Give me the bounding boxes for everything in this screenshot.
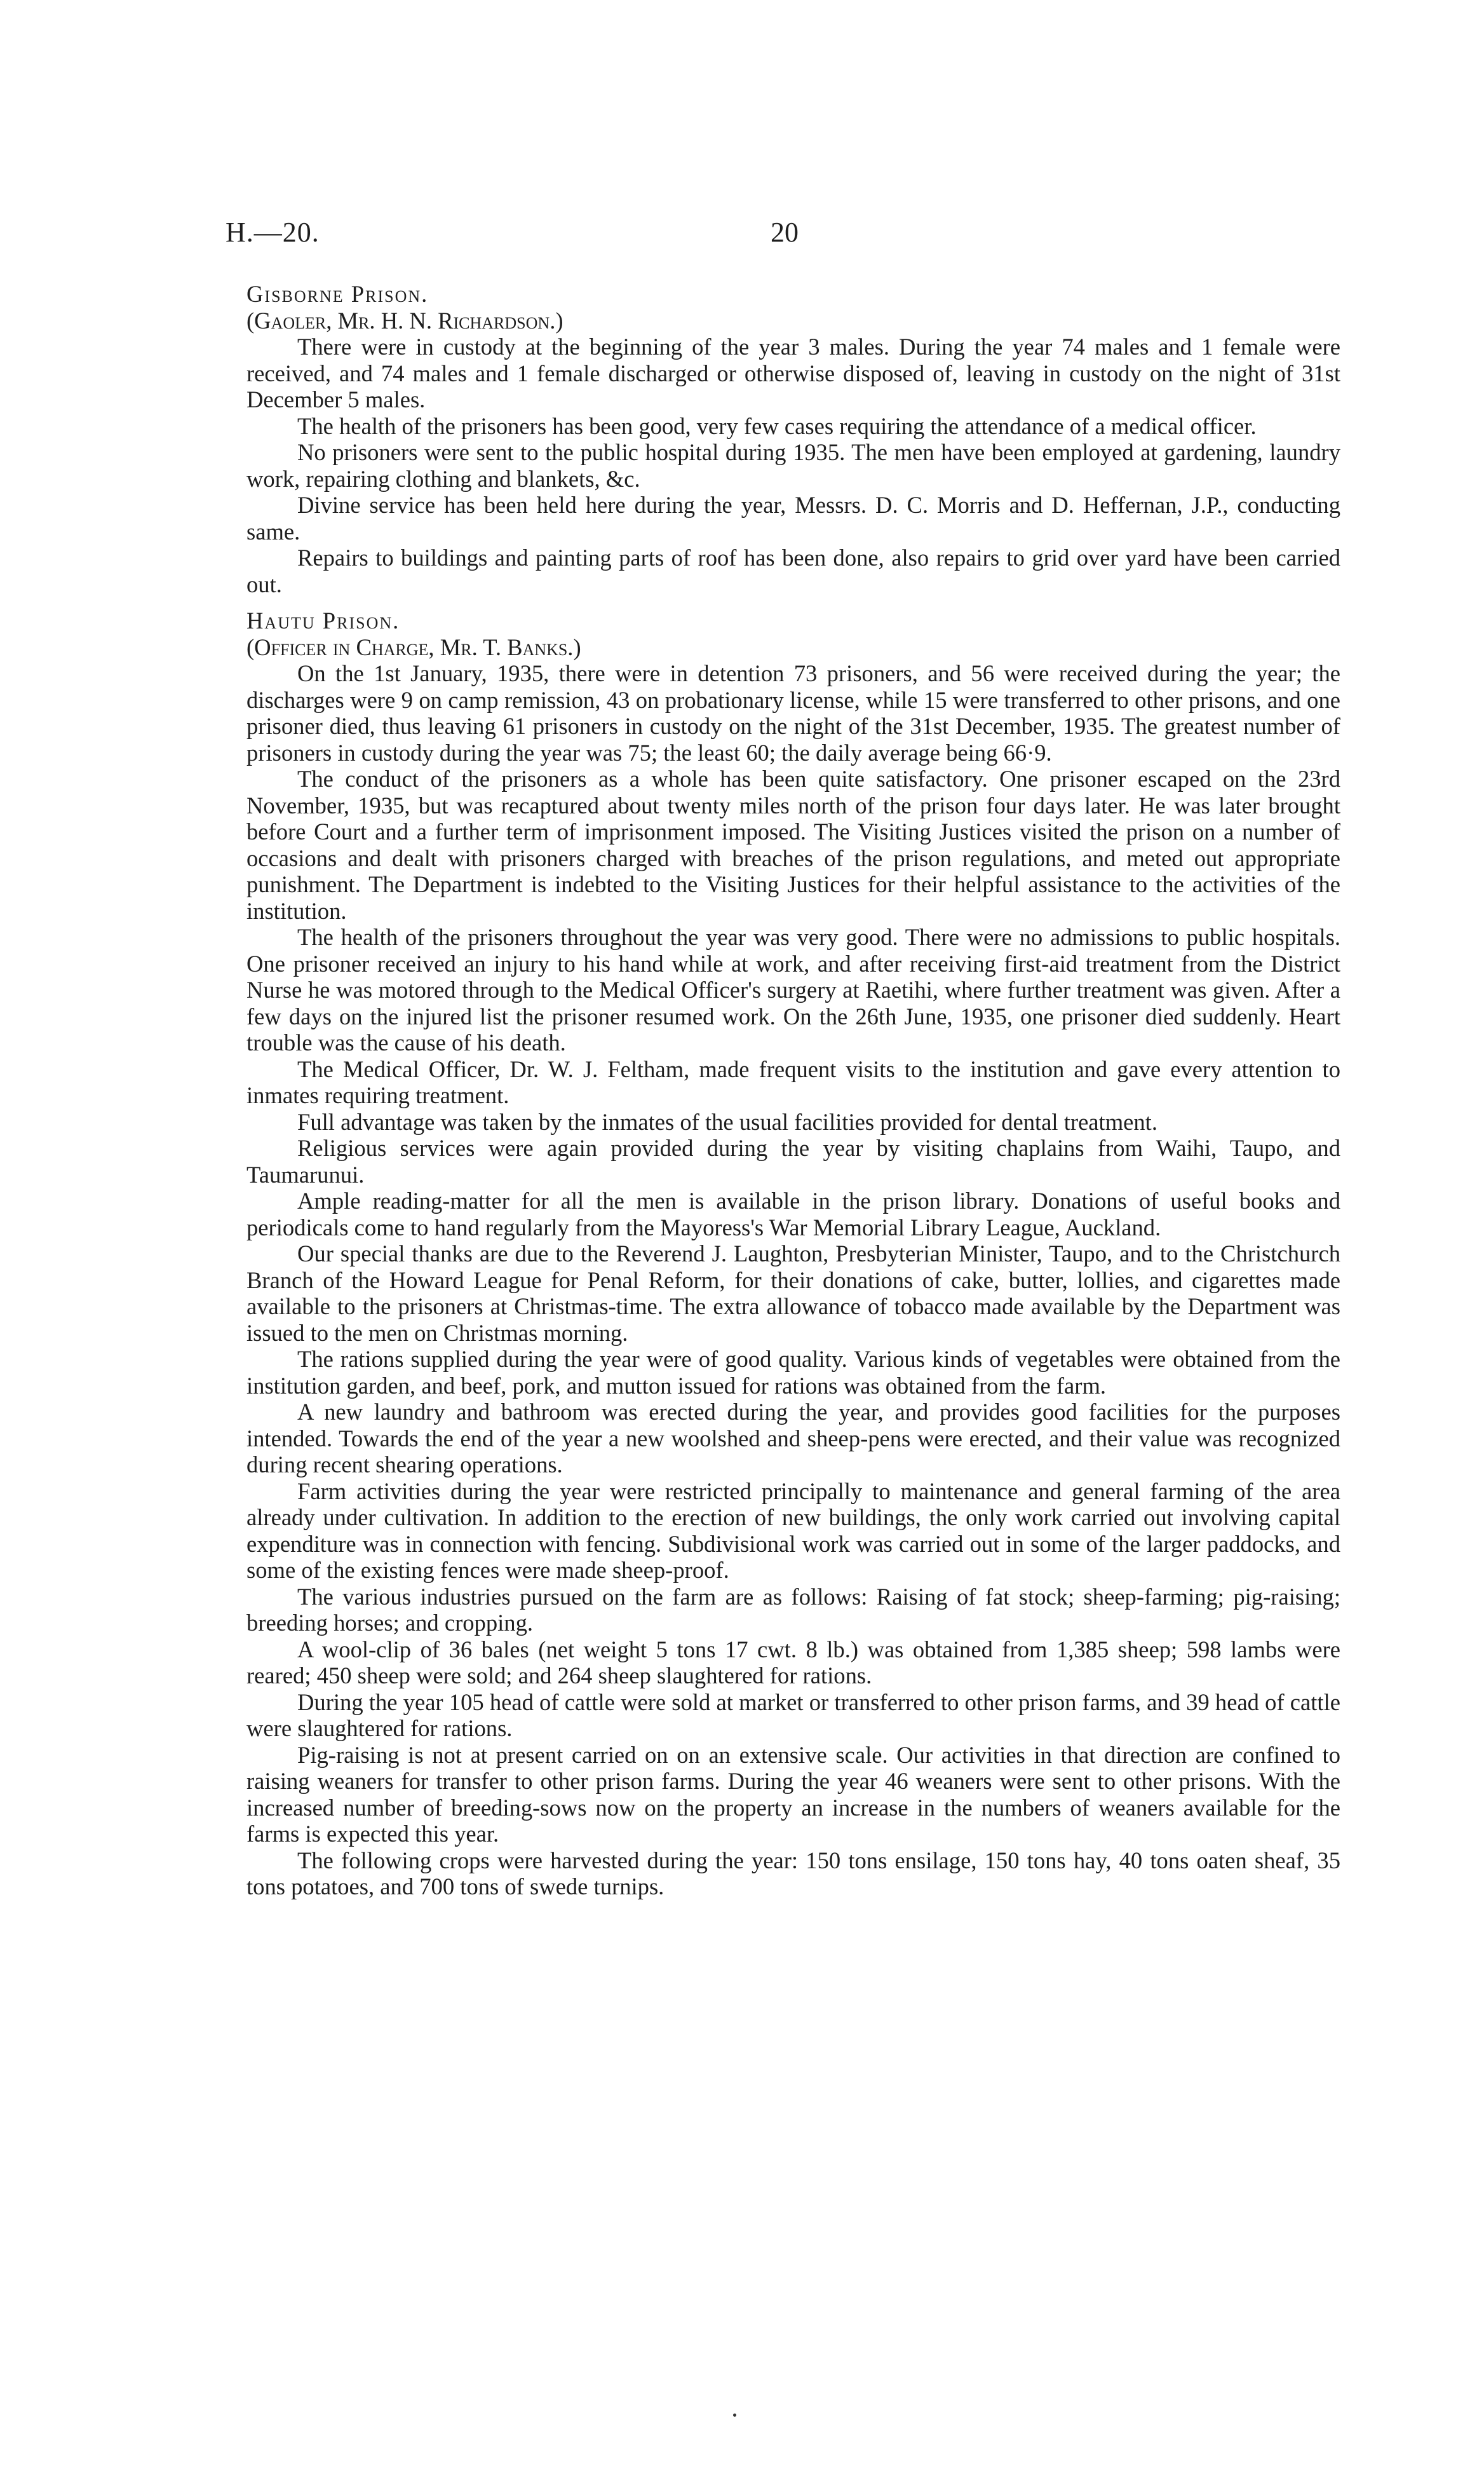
paragraph: The Medical Officer, Dr. W. J. Feltham, made frequent visits to the institution and gave every attention to inmates requiring treatment. (246, 1056, 1340, 1108)
paragraph: A wool-clip of 36 bales (net weight 5 tons 17 cwt. 8 lb.) was obtained from 1,385 sheep; 598 lambs were reared; 450 sheep were sold; and 264 sheep slaughtered for rations. (246, 1636, 1340, 1688)
document-reference: H.—20. (226, 217, 320, 248)
paragraph: No prisoners were sent to the public hospital during 1935. The men have been employed at gardening, laundry work, repairing clothing and blankets, &c. (246, 439, 1340, 492)
section-gisborne-prison (246, 281, 1340, 597)
paragraph: Our special thanks are due to the Reverend J. Laughton, Presbyterian Minister, Taupo, and to the Christchurch Branch of the Howard League for Penal Reform, for their donations of cake, butter, lollies, and cigarettes made available to the prisoners at Christmas-time. The extra allowance of tobacco made available by the Department was issued to the men on Christmas morning. (246, 1240, 1340, 1346)
paragraph: On the 1st January, 1935, there were in detention 73 prisoners, and 56 were received during the year; the discharges were 9 on camp remission, 43 on probationary license, while 15 were transferred to other prisons, and one prisoner died, thus leaving 61 prisoners in custody on the night of the 31st December, 1935. The greatest number of prisoners in custody during the year was 75; the least 60; the daily average being 66·9. (246, 660, 1340, 766)
section-officer: (Officer in Charge, Mr. T. Banks.) (246, 634, 581, 660)
paragraph: During the year 105 head of cattle were sold at market or transferred to other prison farms, and 39 head of cattle were slaughtered for rations. (246, 1688, 1340, 1741)
print-speck (733, 2414, 736, 2417)
paragraph: A new laundry and bathroom was erected during the year, and provides good facilities for the purposes intended. Towards the end of the year a new woolshed and sheep-pens were erected, and their value was recognized during recent shearing operations. (246, 1399, 1340, 1477)
paragraph: There were in custody at the beginning of the year 3 males. During the year 74 males and 1 female were received, and 74 males and 1 female discharged or otherwise disposed of, leaving in custody on the night of 31st December 5 males. (246, 334, 1340, 412)
section-hautu-prison (246, 608, 1340, 1900)
paragraph: The following crops were harvested during the year: 150 tons ensilage, 150 tons hay, 40 tons oaten sheaf, 35 tons potatoes, and 700 tons of swede turnips. (246, 1847, 1340, 1899)
section-title: Hautu Prison. (246, 608, 400, 634)
paragraph: Pig-raising is not at present carried on on an extensive scale. Our activities in that direction are confined to raising weaners for transfer to other prison farms. During the year 46 weaners were sent to other prisons. With the increased number of breeding-sows now on the property an increase in the numbers of weaners available for the farms is expected this year. (246, 1741, 1340, 1847)
paragraph: The health of the prisoners has been good, very few cases requiring the attendance of a medical officer. (297, 412, 1257, 439)
paragraph: The various industries pursued on the farm are as follows: Raising of fat stock; sheep-farming; pig-raising; breeding horses; and cropping. (246, 1583, 1340, 1636)
paragraph: Repairs to buildings and painting parts of roof has been done, also repairs to grid over yard have been carried out. (246, 545, 1340, 597)
section-title: Gisborne Prison. (246, 281, 429, 307)
paragraph: Farm activities during the year were restricted principally to maintenance and general farming of the area already under cultivation. In addition to the erection of new buildings, the only work carried out involving capital expenditure was in connection with fencing. Subdivisional work was carried out in some of the larger paddocks, and some of the existing fences were made sheep-proof. (246, 1477, 1340, 1583)
section-officer: (Gaoler, Mr. H. N. Richardson.) (246, 307, 563, 334)
paragraph: Full advantage was taken by the inmates of the usual facilities provided for dental treatment. (297, 1108, 1157, 1135)
paragraph: The conduct of the prisoners as a whole has been quite satisfactory. One prisoner escaped on the 23rd November, 1935, but was recaptured about twenty miles north of the prison four days later. He was later brought before Court and a further term of imprisonment imposed. The Visiting Justices visited the prison on a number of occasions and dealt with prisoners charged with breaches of the prison regulations, and meted out appropriate punishment. The Department is indebted to the Visiting Justices for their helpful assistance to the activities of the institution. (246, 766, 1340, 924)
paragraph: Religious services were again provided during the year by visiting chaplains from Waihi, Taupo, and Taumarunui. (246, 1135, 1340, 1188)
paragraph: The rations supplied during the year were of good quality. Various kinds of vegetables were obtained from the institution garden, and beef, pork, and mutton issued for rations was obtained from the farm. (246, 1346, 1340, 1399)
paragraph: The health of the prisoners throughout the year was very good. There were no admissions to public hospitals. One prisoner received an injury to his hand while at work, and after receiving first-aid treatment from the District Nurse he was motored through to the Medical Officer's surgery at Raetihi, where further treatment was given. After a few days on the injured list the prisoner resumed work. On the 26th June, 1935, one prisoner died suddenly. Heart trouble was the cause of his death. (246, 924, 1340, 1056)
page-number: 20 (771, 217, 799, 248)
page-header (226, 216, 1340, 254)
paragraph: Ample reading-matter for all the men is available in the prison library. Donations of useful books and periodicals come to hand regularly from the Mayoress's War Memorial Library League, Auckland. (246, 1188, 1340, 1240)
paragraph: Divine service has been held here during the year, Messrs. D. C. Morris and D. Heffernan, J.P., conducting same. (246, 492, 1340, 545)
document-body (246, 281, 1340, 1900)
